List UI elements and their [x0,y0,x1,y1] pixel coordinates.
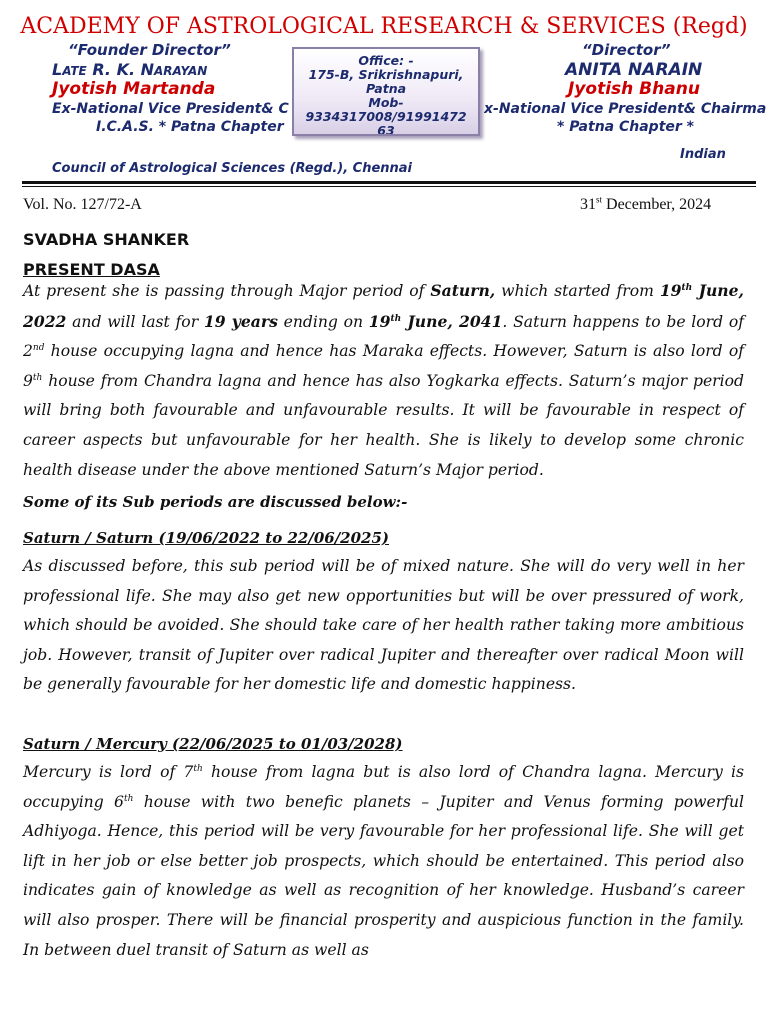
period-saturn-saturn-heading: Saturn / Saturn (19/06/2022 to 22/06/2025) [23,529,390,547]
header-divider-thin [22,186,756,187]
academy-title: ACADEMY OF ASTROLOGICAL RESEARCH & SERVICES (Regd) [20,14,748,39]
founder-chapter: I.C.A.S. * Patna Chapter [96,119,284,135]
sub-periods-intro: Some of its Sub periods are discussed below:- [23,493,408,511]
founder-role: “Founder Director” [68,41,231,59]
office-phone: 9334317008/91991472 [305,109,467,124]
director-honor: Jyotish Bhanu [568,79,700,99]
director-extra: Indian [680,147,726,162]
director-role: “Director” [582,41,671,59]
present-dasa-paragraph: At present she is passing through Major period of Saturn, which started from 19th June, 2022 and will last for 19 years ending on 19th June, 2041. Saturn happens to be lord of 2nd house occupying lagna and hence has Maraka effects. However, Saturn is also lord of 9th house from Chandra lagna and hence has also Yogkarka effects. Saturn’s major period will bring both favourable and unfavourable results. It will be favourable in respect of career aspects but unfavourable for her health. She is likely to develop some chronic health disease under the above mentioned Saturn’s Major period. [23,281,744,479]
founder-name: LATE R. K. NARAYAN [52,60,208,79]
founder-honor: Jyotish Martanda [52,79,216,99]
founder-position: Ex-National Vice President& C [52,101,289,117]
client-name: SVADHA SHANKER [23,230,190,249]
office-mob-label: Mob- [368,95,404,110]
office-city: Patna [365,81,407,96]
volume-number: Vol. No. 127/72-A [23,196,142,213]
letter-date: 31st December, 2024 [580,194,712,213]
council-name: Council of Astrological Sciences (Regd.), Chennai [52,161,413,176]
period-saturn-saturn-text: As discussed before, this sub period will be of mixed nature. She will do very well in her professional life. She may also get new opportunities but will be over pressured of work, which should be avoided. She should take care of her health rather taking more ambitious job. However, transit of Jupiter over radical Jupiter and thereafter over radical Moon will be generally favourable for her domestic life and domestic happiness. [23,557,744,694]
period-saturn-mercury-text: Mercury is lord of 7th house from lagna but is also lord of Chandra lagna. Mercury is occupying 6th house with two benefic planets – Jupiter and Venus forming powerful Adhiyoga. Hence, this period will be very favourable for her professional life. She will get lift in her job or else better job prospects, which should be entertained. This period also indicates gain of knowledge as well as recognition of her knowledge. Husband’s career will also prosper. There will be financial prosperity and auspicious function in the family. In between duel transit of Saturn as well as [23,763,744,959]
director-chapter: * Patna Chapter * [557,119,694,135]
section-title: PRESENT DASA [23,260,160,279]
header-divider [22,181,756,184]
office-phone-cont: 63 [377,123,395,136]
office-address-box [292,47,480,136]
director-position: x-National Vice President& Chairma [484,101,767,117]
period-saturn-mercury-heading: Saturn / Mercury (22/06/2025 to 01/03/2028) [23,735,403,753]
office-street: 175-B, Srikrishnapuri, [308,67,464,82]
director-name: ANITA NARAIN [565,60,703,80]
office-label: Office: - [358,53,414,68]
